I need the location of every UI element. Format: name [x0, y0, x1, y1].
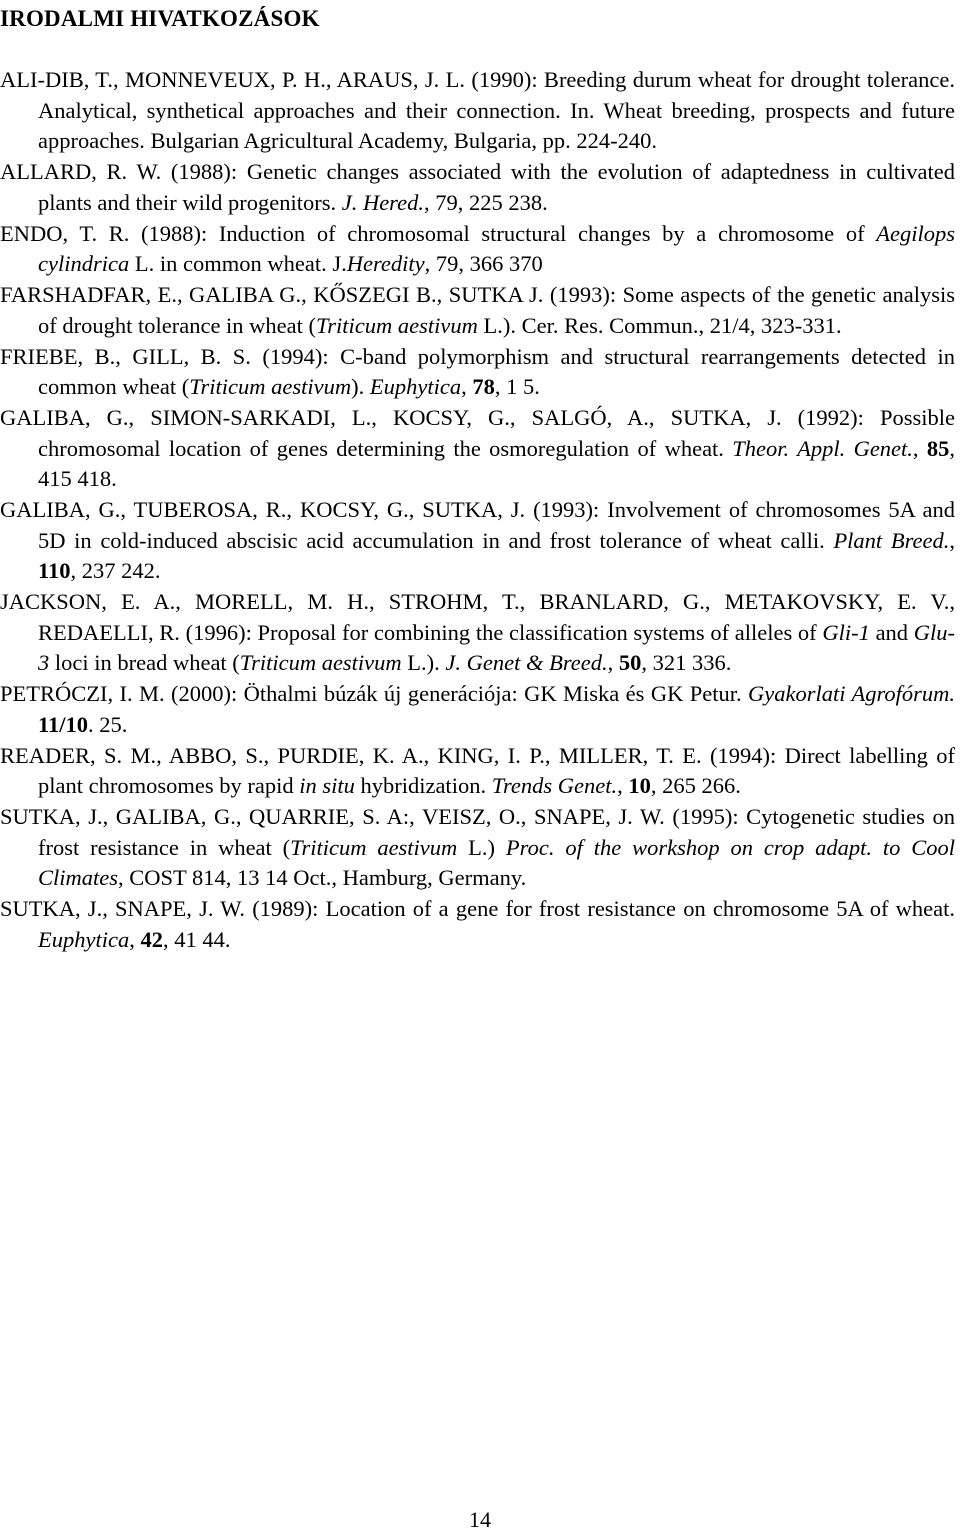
- reference-text: , 237 242.: [70, 558, 161, 584]
- reference-text: ,: [461, 374, 473, 400]
- reference-text: Gyakorlati Agrofórum.: [747, 681, 955, 707]
- reference-text: ,: [949, 527, 955, 553]
- reference-text: Theor. Appl. Genet.: [732, 435, 913, 461]
- reference-text: ALLARD, R. W. (1988): Genetic changes associated with the evolution of adaptedness in cultivated plants and their wild progenitors.: [0, 159, 955, 215]
- reference-text: SUTKA, J., GALIBA, G., QUARRIE, S. A:, VEISZ, O., SNAPE, J. W. (1995): Cytogenetic studies on frost resistance in wheat (: [0, 804, 955, 860]
- reference-entry: [0, 741, 955, 802]
- reference-text: GALIBA, G., TUBEROSA, R., KOCSY, G., SUTKA, J. (1993): Involvement of chromosomes 5A and 5D in cold-induced abscisic acid accumulation in and frost tolerance of wheat calli.: [0, 497, 955, 553]
- reference-text: L.).: [401, 650, 446, 676]
- reference-entry: [0, 495, 955, 587]
- reference-entry: [0, 219, 955, 280]
- reference-text: , 79, 225 238.: [423, 189, 548, 215]
- reference-text: loci in bread wheat (: [49, 650, 240, 676]
- reference-text: READER, S. M., ABBO, S., PURDIE, K. A., KING, I. P., MILLER, T. E. (1994): Direct labelling of plant chromosomes by rapid: [0, 742, 955, 799]
- reference-text: Triticum aestivum: [239, 650, 402, 676]
- reference-text: J. Genet & Breed.: [445, 650, 608, 676]
- section-heading: IRODALMI HIVATKOZÁSOK: [0, 6, 320, 31]
- reference-text: SUTKA, J., SNAPE, J. W. (1989): Location of a gene for frost resistance on chromosome 5A of wheat.: [0, 896, 955, 922]
- reference-text: L.): [457, 834, 506, 860]
- reference-text: 10: [628, 773, 651, 799]
- reference-text: , 265 266.: [650, 773, 741, 799]
- page-number: 14: [469, 1507, 491, 1532]
- reference-entry: [0, 403, 955, 495]
- reference-text: Plant Breed.: [833, 527, 950, 553]
- reference-text: and: [869, 619, 914, 645]
- reference-entry: [0, 342, 955, 403]
- reference-text: 85: [926, 435, 950, 461]
- reference-text: ,: [607, 650, 619, 676]
- reference-text: L.). Cer. Res. Commun., 21/4, 323-331.: [477, 312, 842, 338]
- reference-text: Gli-1: [822, 619, 870, 645]
- reference-entry: [0, 802, 955, 894]
- reference-text: ,: [617, 773, 629, 799]
- reference-text: , 415 418.: [38, 435, 956, 492]
- reference-text: 50: [618, 650, 642, 676]
- reference-text: hybridization.: [354, 773, 492, 799]
- reference-text: FRIEBE, B., GILL, B. S. (1994): C-band polymorphism and structural rearrangements detected in common wheat (: [0, 343, 955, 400]
- reference-text: , COST 814, 13 14 Oct., Hamburg, Germany.: [118, 865, 527, 891]
- reference-text: , 41 44.: [162, 926, 231, 952]
- reference-text: Euphytica: [369, 374, 462, 400]
- reference-text: FARSHADFAR, E., GALIBA G., KŐSZEGI B., SUTKA J. (1993): Some aspects of the genetic analysis of drought tolerance in wheat (: [0, 282, 955, 338]
- reference-entry: [0, 894, 955, 955]
- reference-text: ALI-DIB, T., MONNEVEUX, P. H., ARAUS, J. L. (1990): Breeding durum wheat for drought tolerance. Analytical, synthetical approaches and their connection. In. Wheat breeding, prospects and future approaches. Bulgarian Agricultural Academy, Bulgaria, pp. 224-240.: [0, 67, 955, 154]
- reference-text: ,: [129, 926, 141, 952]
- reference-text: . 25.: [88, 711, 128, 737]
- reference-text: GALIBA, G., SIMON-SARKADI, L., KOCSY, G., SALGÓ, A., SUTKA, J. (1992): Possible chromosomal location of genes determining the osmoregulation of wheat.: [0, 405, 955, 461]
- reference-text: Aegilops cylindrica: [38, 220, 955, 277]
- reference-list: [0, 65, 955, 956]
- reference-text: Trends Genet.: [491, 773, 618, 799]
- reference-text: Triticum aestivum: [290, 834, 458, 860]
- reference-entry: [0, 587, 955, 679]
- reference-text: Euphytica: [38, 926, 130, 952]
- reference-text: in situ: [299, 773, 355, 799]
- reference-text: J. Hered.: [341, 189, 424, 215]
- reference-text: Proc. of the workshop on crop adapt. to Cool Climates: [38, 834, 955, 891]
- reference-entry: [0, 679, 955, 740]
- reference-text: PETRÓCZI, I. M. (2000): Öthalmi búzák új generációja: GK Miska és GK Petur.: [0, 681, 748, 707]
- reference-text: JACKSON, E. A., MORELL, M. H., STROHM, T., BRANLARD, G., METAKOVSKY, E. V., REDAELLI, R. (1996): Proposal for combining the classification systems of alleles of: [0, 589, 955, 645]
- reference-entry: [0, 280, 955, 341]
- reference-text: Heredity: [346, 251, 425, 277]
- reference-entry: [0, 65, 955, 157]
- reference-text: Triticum aestivum: [189, 374, 352, 400]
- reference-text: , 1 5.: [494, 374, 540, 400]
- reference-text: ENDO, T. R. (1988): Induction of chromosomal structural changes by a chromosome of: [0, 220, 877, 246]
- reference-entry: [0, 157, 955, 218]
- reference-text: ).: [351, 374, 370, 400]
- reference-text: 11/10: [38, 711, 89, 737]
- reference-text: 42: [140, 926, 163, 952]
- reference-text: 78: [472, 374, 495, 400]
- reference-text: L. in common wheat. J.: [129, 251, 347, 277]
- reference-text: ,: [912, 435, 927, 461]
- reference-text: Triticum aestivum: [316, 312, 478, 338]
- reference-text: 110: [38, 558, 71, 584]
- reference-text: , 321 336.: [641, 650, 732, 676]
- reference-text: Glu-3: [38, 619, 955, 676]
- reference-text: , 79, 366 370: [424, 251, 543, 277]
